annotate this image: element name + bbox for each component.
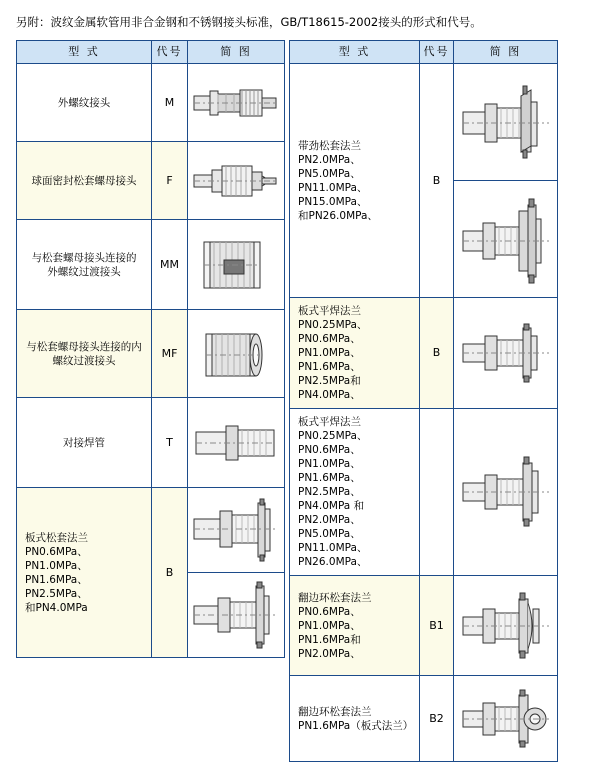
- figure-cell: [188, 220, 285, 310]
- column-header-figure: 简 图: [188, 41, 285, 64]
- code-cell: M: [152, 64, 188, 142]
- type-cell: 翻边环松套法兰 PN0.6MPa、PN1.0MPa、 PN1.6MPa和PN2.0MPa、: [290, 576, 420, 676]
- code-cell: B1: [420, 576, 454, 676]
- ribbed-lap-flange-figure-2: [457, 189, 555, 289]
- right-specification-table: [289, 40, 558, 762]
- stub-end-lap-flange-plate-figure: [454, 683, 557, 755]
- column-header-figure: 简 图: [454, 41, 558, 64]
- code-cell: B: [420, 298, 454, 409]
- right-table-body: [290, 64, 558, 762]
- column-header-type: 型 式: [290, 41, 420, 64]
- tables-container: [16, 40, 584, 762]
- stub-end-lap-flange-figure: [454, 583, 557, 669]
- figure-cell: [188, 310, 285, 398]
- threaded-male-connector-figure: [188, 74, 284, 132]
- left-table-header: [17, 41, 285, 64]
- plate-slip-on-flange-figure-2: [454, 445, 557, 539]
- table-header-row: [17, 41, 285, 64]
- code-cell: [420, 409, 454, 576]
- type-cell: 板式平焊法兰 PN0.25MPa、PN0.6MPa、 PN1.0MPa、PN1.6MPa、 PN2.5MPa和PN4.0MPa、: [290, 298, 420, 409]
- column-header-code: 代号: [420, 41, 454, 64]
- table-row: [290, 298, 558, 409]
- table-row: [17, 64, 285, 142]
- table-row: [17, 142, 285, 220]
- code-cell: T: [152, 398, 188, 488]
- figure-cell: [188, 142, 285, 220]
- table-row: [290, 64, 558, 298]
- plate-slip-on-flange-figure: [454, 316, 557, 390]
- type-cell: 对接焊管: [17, 398, 152, 488]
- left-table-body: [17, 64, 285, 658]
- table-row: [290, 576, 558, 676]
- type-cell: 与松套螺母接头连接的 外螺纹过渡接头: [17, 220, 152, 310]
- male-transition-adapter-figure: [188, 230, 284, 300]
- figure-cell: [454, 64, 558, 298]
- type-cell: 板式松套法兰 PN0.6MPa、PN1.0MPa、 PN1.6MPa、PN2.5MPa、 和PN4.0MPa: [17, 488, 152, 658]
- code-cell: F: [152, 142, 188, 220]
- figure-cell: [454, 576, 558, 676]
- table-row: [290, 409, 558, 576]
- column-header-type: 型 式: [17, 41, 152, 64]
- type-cell: 带劲松套法兰 PN2.0MPa、PN5.0MPa、 PN11.0MPa、PN15.0MPa、 和PN26.0MPa、: [290, 64, 420, 298]
- code-cell: B: [152, 488, 188, 658]
- code-cell: MF: [152, 310, 188, 398]
- left-specification-table: [16, 40, 285, 658]
- table-header-row: [290, 41, 558, 64]
- type-cell: 与松套螺母接头连接的内 螺纹过渡接头: [17, 310, 152, 398]
- spherical-seal-union-nut-figure: [188, 152, 284, 210]
- figure-cell: [454, 298, 558, 409]
- column-header-code: 代号: [152, 41, 188, 64]
- plate-lap-joint-flange-figure-2: [190, 578, 282, 652]
- code-cell: B: [420, 64, 454, 298]
- female-transition-adapter-figure: [188, 320, 284, 388]
- right-table-header: [290, 41, 558, 64]
- figure-cell: [188, 398, 285, 488]
- type-cell: 球面密封松套螺母接头: [17, 142, 152, 220]
- figure-cell: [188, 64, 285, 142]
- ribbed-lap-flange-figure-1: [457, 72, 555, 172]
- table-row: [17, 488, 285, 658]
- butt-weld-pipe-figure: [188, 410, 284, 476]
- table-row: [290, 676, 558, 762]
- type-cell: 翻边环松套法兰 PN1.6MPa（板式法兰）: [290, 676, 420, 762]
- plate-lap-joint-flange-figure: [190, 493, 282, 567]
- type-cell: 板式平焊法兰 PN0.25MPa、PN0.6MPa、 PN1.0MPa、PN1.6MPa、 PN2.5MPa、PN4.0MPa 和 PN2.0MPa、PN5.0MPa、 PN11.0MPa、PN26.0MPa、: [290, 409, 420, 576]
- type-cell: 外螺纹接头: [17, 64, 152, 142]
- code-cell: B2: [420, 676, 454, 762]
- figure-cell: [188, 488, 285, 658]
- figure-cell: [454, 676, 558, 762]
- figure-cell: [454, 409, 558, 576]
- table-row: [17, 310, 285, 398]
- code-cell: MM: [152, 220, 188, 310]
- table-row: [17, 220, 285, 310]
- table-row: [17, 398, 285, 488]
- page-title: 另附：波纹金属软管用非合金钢和不锈钢接头标准，GB/T18615-2002接头的形式和代号。: [16, 15, 482, 29]
